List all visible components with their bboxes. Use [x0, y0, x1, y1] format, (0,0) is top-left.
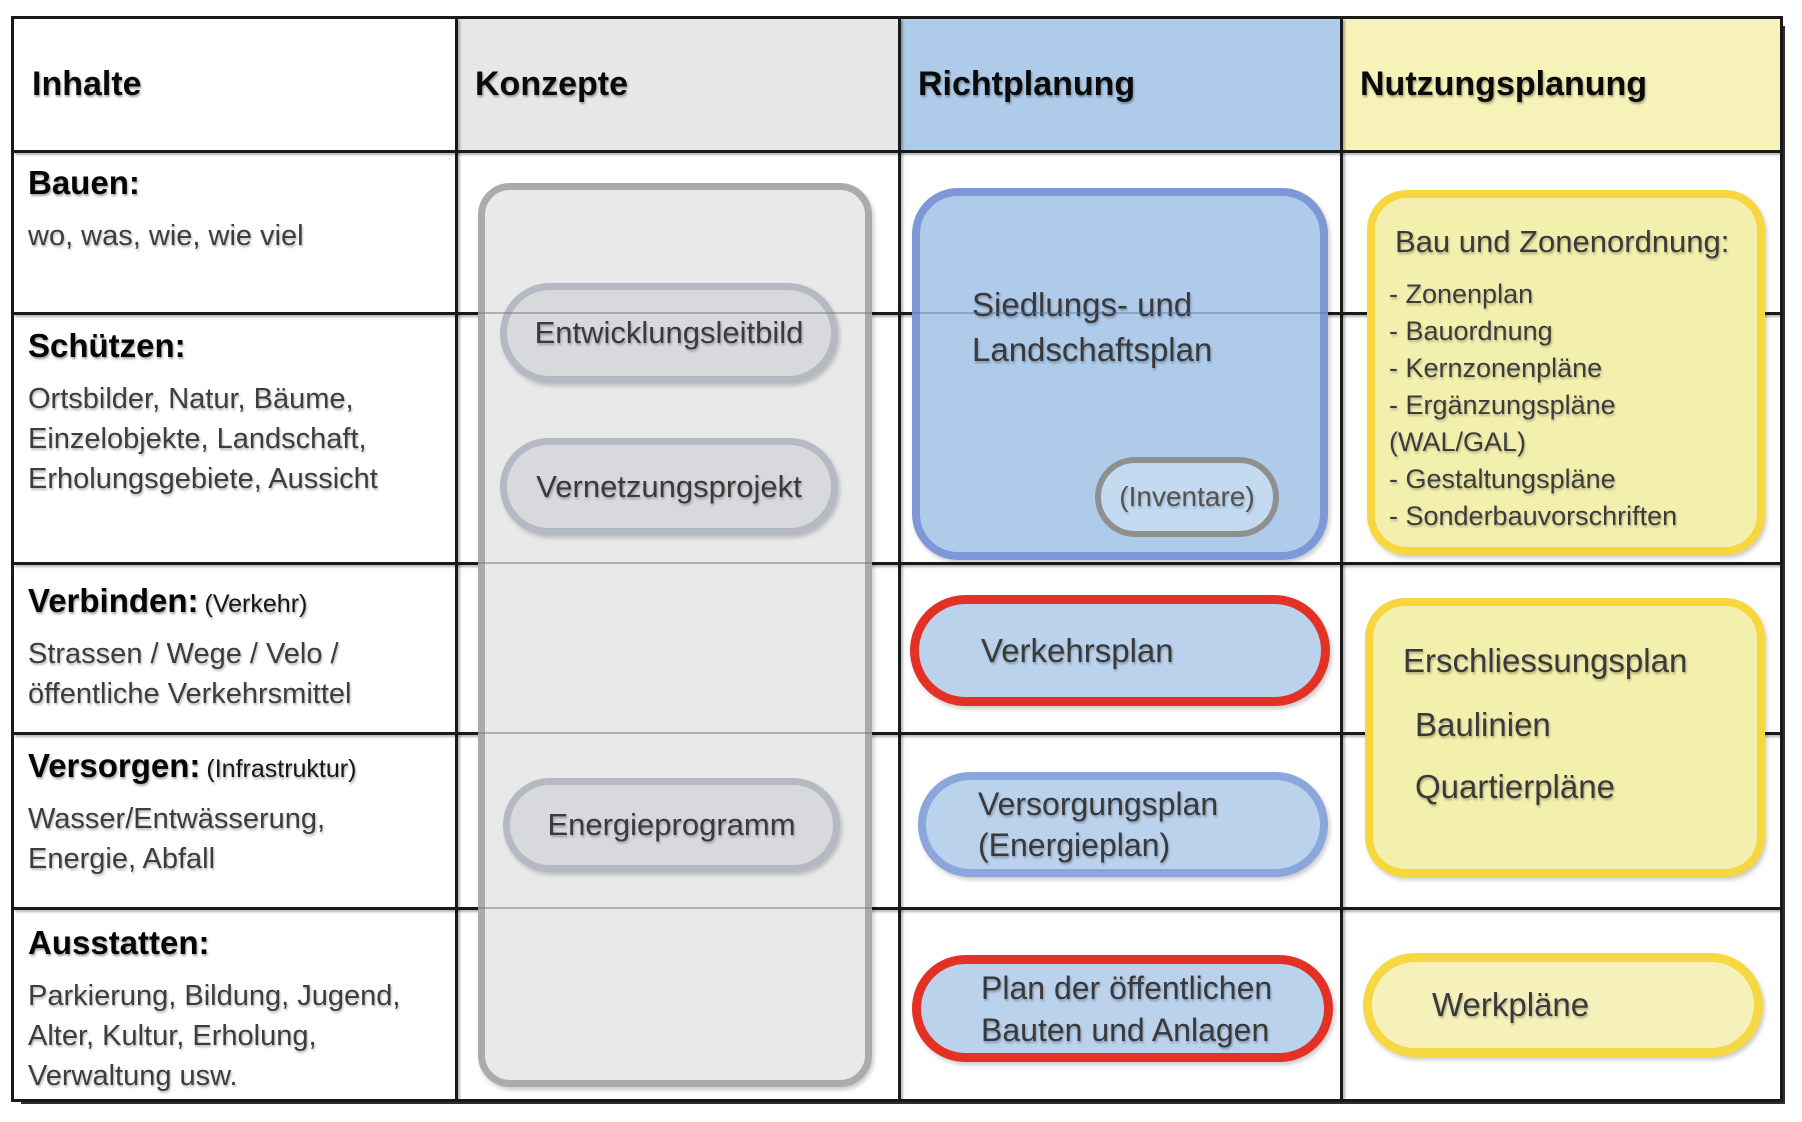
zonenordnung-title: Bau und Zonenordnung:	[1395, 224, 1730, 259]
pill-plan-oeffentliche-bauten	[912, 955, 1333, 1062]
grid-row-divider	[14, 562, 1780, 565]
erschliessung-line: Quartierpläne	[1415, 768, 1615, 805]
row-ausstatten-line: Parkierung, Bildung, Jugend,	[28, 980, 401, 1012]
row-title-text: Ausstatten:	[28, 924, 210, 961]
header-richtplanung	[898, 19, 1340, 150]
row-versorgen-line: Energie, Abfall	[28, 843, 216, 875]
grid-column-divider	[455, 19, 458, 1099]
row-verbinden-line: Strassen / Wege / Velo /	[28, 638, 339, 670]
row-schuetzen-title	[28, 327, 450, 365]
grid-column-divider	[898, 19, 901, 1099]
row-schuetzen-line: Einzelobjekte, Landschaft,	[28, 423, 367, 455]
faint-row-line	[478, 562, 872, 564]
erschliessung-line: Erschliessungsplan	[1403, 642, 1688, 679]
faint-row-line	[478, 312, 872, 314]
pill-label: Entwicklungsleitbild	[534, 315, 804, 350]
row-versorgen-title	[28, 747, 450, 785]
header-inhalte	[14, 19, 455, 150]
faint-row-line	[478, 907, 872, 909]
pill-entwicklungsleitbild	[500, 283, 838, 383]
row-versorgen	[28, 747, 450, 879]
pill-label: Verkehrsplan	[981, 631, 1174, 669]
header-richtplanung-label: Richtplanung	[918, 65, 1136, 103]
pill-label: Werkpläne	[1432, 986, 1590, 1023]
row-ausstatten-line: Alter, Kultur, Erholung,	[28, 1020, 317, 1052]
header-konzepte	[455, 19, 898, 150]
row-bauen-title	[28, 164, 450, 202]
grid-row-divider	[14, 150, 1780, 153]
pill-label-line: Plan der öffentlichen	[981, 969, 1273, 1006]
row-title-text: Versorgen:	[28, 747, 201, 784]
pill-label: Vernetzungsprojekt	[536, 468, 802, 504]
row-schuetzen-line: Erholungsgebiete, Aussicht	[28, 463, 378, 495]
row-title-text: Schützen:	[28, 327, 186, 364]
erschliessung-line: Baulinien	[1415, 706, 1551, 743]
pill-label-line: (Energieplan)	[978, 826, 1171, 863]
row-verbinden-note: (Verkehr)	[204, 590, 308, 618]
pill-label-line: Bauten und Anlagen	[981, 1011, 1270, 1048]
header-inhalte-label: Inhalte	[32, 65, 142, 103]
box-siedlungs-landschaftsplan	[912, 188, 1328, 560]
pill-werkplaene	[1363, 953, 1763, 1057]
row-bauen-line: wo, was, wie, wie viel	[28, 220, 304, 252]
pill-versorgungsplan	[918, 772, 1328, 877]
siedlungsplan-line: Landschaftsplan	[972, 331, 1213, 368]
row-title-text: Bauen:	[28, 164, 140, 201]
row-verbinden	[28, 582, 450, 714]
box-erschliessungsplan	[1365, 598, 1765, 877]
zonenordnung-list-item: - Gestaltungspläne	[1389, 464, 1616, 494]
pill-label: Energieprogramm	[547, 807, 796, 842]
header-konzepte-label: Konzepte	[475, 65, 628, 103]
grid-column-divider	[1340, 19, 1343, 1099]
pill-label: (Inventare)	[1119, 481, 1255, 512]
zonenordnung-list	[1389, 276, 1757, 535]
planning-table	[11, 16, 1783, 1102]
header-nutzungsplanung	[1340, 19, 1780, 150]
siedlungsplan-line: Siedlungs- und	[972, 286, 1193, 323]
row-schuetzen-line: Ortsbilder, Natur, Bäume,	[28, 383, 354, 415]
pill-energieprogramm	[503, 778, 840, 872]
row-bauen	[28, 164, 450, 256]
zonenordnung-list-item: - Bauordnung	[1389, 316, 1553, 346]
row-title-text: Verbinden:	[28, 582, 199, 619]
pill-verkehrsplan	[910, 595, 1330, 706]
pill-inventare	[1095, 457, 1279, 537]
row-verbinden-line: öffentliche Verkehrsmittel	[28, 678, 352, 710]
zonenordnung-list-item: - Sonderbauvorschriften	[1389, 501, 1678, 531]
row-schuetzen	[28, 327, 450, 499]
faint-row-line	[478, 732, 872, 734]
siedlungsplan-label	[972, 282, 1212, 372]
row-ausstatten-title	[28, 924, 450, 962]
zonenordnung-list-item: - Kernzonenpläne	[1389, 353, 1603, 383]
zonenordnung-list-item: - Ergänzungspläne (WAL/GAL)	[1389, 390, 1616, 457]
row-verbinden-title	[28, 582, 450, 620]
grid-row-divider	[14, 907, 1780, 910]
header-nutzungsplanung-label: Nutzungsplanung	[1360, 65, 1648, 103]
zonenordnung-list-item: - Zonenplan	[1389, 279, 1534, 309]
box-bau-und-zonenordnung	[1367, 190, 1765, 555]
pill-label-line: Versorgungsplan	[978, 785, 1219, 822]
pill-vernetzungsprojekt	[500, 438, 838, 535]
row-versorgen-line: Wasser/Entwässerung,	[28, 803, 326, 835]
row-ausstatten-line: Verwaltung usw.	[28, 1060, 238, 1092]
faint-row-line	[912, 312, 1328, 314]
row-ausstatten	[28, 924, 450, 1096]
row-versorgen-note: (Infrastruktur)	[206, 755, 357, 783]
